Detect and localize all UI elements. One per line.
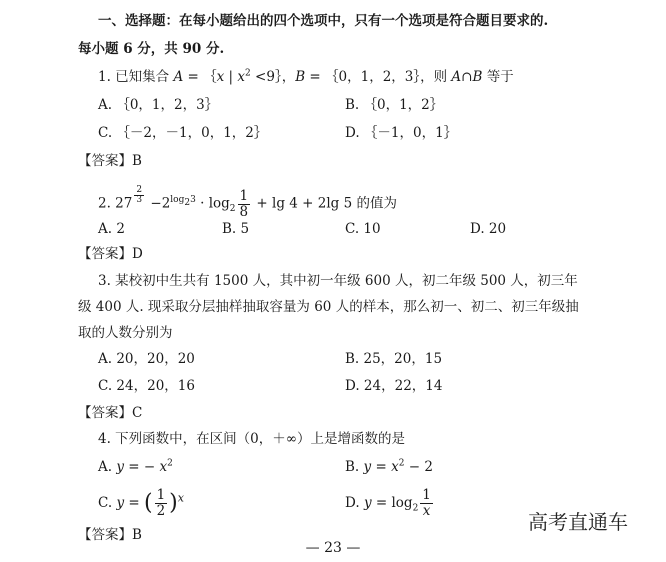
q4-b-x: x [391,459,399,475]
q4-c-fraction [155,488,168,519]
q1-lt: <9｝， [250,69,296,85]
q4-option-c [98,488,184,519]
q1-var-x2: x [237,69,246,85]
q2-exp-num: 2 [136,185,143,195]
q4-option-d [345,488,435,519]
q4-c-y: y [116,495,125,511]
q2-base: 2. 27 [98,195,133,212]
q4-a-x: x [159,459,168,475]
q2-log-base-2: 2 [229,204,236,215]
q4-a-label: A. [98,459,117,475]
q1-option-b: B. ｛0，1，2｝ [345,97,444,113]
q4-d-log-base: 2 [412,503,419,514]
q2-exponent-fraction [134,186,144,205]
q2-option-b: B. 5 [222,221,250,237]
q2-answer: 【答案】D [78,246,143,262]
q4-answer: 【答案】B [78,527,142,543]
q1-set-a: A [173,69,184,85]
q4-a-square: 2 [167,458,173,469]
q4-d-label: D. [345,495,364,511]
q1-eq: = ｛ [183,69,217,85]
q1-intersection: A∩B [451,69,483,85]
q3-answer: 【答案】C [78,405,143,421]
q3-line1: 3. 某校初中生共有 1500 人，其中初一年级 600 人，初二年级 500 人，初三年 [98,273,578,289]
q4-option-a [98,458,173,476]
q3-option-d: D. 24，22，14 [345,378,443,394]
q3-line2: 级 400 人. 现采取分层抽样抽取容量为 60 人的样本，那么初一、初二、初三年级抽 [78,299,579,315]
q4-d-y: y [363,495,372,511]
q1-eq-b: = ｛0，1，2，3｝，则 [305,69,452,85]
q1-stem-text: 1. 已知集合 [98,69,174,85]
q4-d-den: x [422,503,431,519]
q1-square: 2 [245,68,251,79]
q1-answer: 【答案】B [78,153,142,169]
q2-frac-num: 1 [239,187,249,204]
q4-a-eq: = − [123,459,160,475]
q4-c-label: C. [98,495,117,511]
q4-d-fraction [420,488,433,519]
q2-three: 3 [190,195,196,205]
q3-option-a: A. 20，20，20 [98,351,195,367]
q2-log-base: 2 [184,197,191,208]
q3-option-b: B. 25，20，15 [345,351,443,367]
q1-option-d: D. ｛－1，0，1｝ [345,125,458,141]
q3-line3: 取的人数分别为 [78,325,173,341]
section-title-line1: 一、选择题：在每小题给出的四个选项中，只有一个选项是符合题目要求的. [98,13,549,29]
q1-option-a: A. ｛0，1，2，3｝ [98,97,219,113]
q4-d-num: 1 [422,487,431,503]
q3-option-c: C. 24，20，16 [98,378,195,394]
q4-c-right-paren: ) [169,490,178,516]
q4-b-tail: − 2 [404,459,433,475]
q1-stem [98,68,514,86]
section-title-line2: 每小题 6 分，共 90 分. [78,41,225,57]
q2-minus: −2 [146,195,171,212]
q2-option-c: C. 10 [345,221,381,237]
q4-a-y: y [116,459,124,475]
q2-exp-den: 3 [136,195,143,205]
q4-stem: 4. 下列函数中，在区间（0，＋∞）上是增函数的是 [98,431,406,447]
q2-log: log [170,195,185,205]
q1-set-b: B [295,69,306,85]
q4-c-left-paren: ( [143,490,153,516]
q1-tail: 等于 [482,69,514,85]
q4-b-label: B. [345,459,364,475]
page-number: — 23 — [305,540,361,556]
q4-b-square: 2 [398,458,405,469]
q4-c-eq: = [124,495,144,511]
q1-var-x: x [216,69,225,85]
q2-dot-log: · log [195,195,230,212]
q4-option-b [345,458,433,476]
q2-fraction [238,189,251,220]
q4-b-eq: = [371,459,392,475]
q1-bar: | [224,69,238,85]
q4-c-num: 1 [156,487,166,503]
q4-c-den: 2 [156,503,166,519]
q4-b-y: y [363,459,372,475]
watermark-text: 高考直通车 [528,510,628,534]
q2-expression [98,186,397,220]
q4-c-exponent: x [177,491,184,505]
q1-option-c: C. ｛－2，－1，0，1，2｝ [98,125,268,141]
q2-frac-den: 8 [239,203,249,220]
q4-d-log: = log [371,495,413,511]
q2-tail: + lg 4 + 2lg 5 的值为 [252,195,397,212]
q2-option-d: D. 20 [470,221,507,237]
q2-option-a: A. 2 [98,221,125,237]
